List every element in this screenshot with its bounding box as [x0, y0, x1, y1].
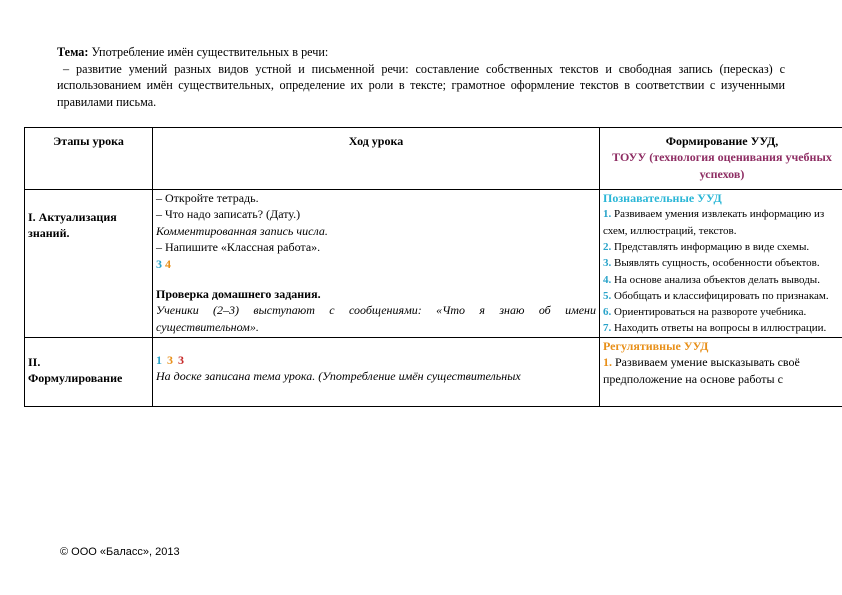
number-badge: 3: [156, 256, 162, 271]
topic-block: [57, 44, 785, 110]
list-item: Развиваем умение высказывать своё предположение на основе работы с: [603, 355, 800, 387]
course-cell-1: [153, 190, 600, 338]
course-line: – Напишите «Классная работа».: [156, 240, 321, 255]
number-badge: 3: [167, 352, 174, 367]
stage-label: I. Актуализация знаний.: [28, 210, 117, 241]
uud-section-title: Познавательные УУД: [603, 191, 722, 205]
header-course-label: Ход урока: [348, 134, 404, 148]
topic-title: Употребление имён существительных в речи:: [91, 45, 329, 59]
stage-label: II.: [28, 354, 41, 369]
stage-cell-2: [25, 337, 153, 406]
stage-label: Формулирование: [28, 371, 123, 386]
list-item: 6. Ориентироваться на развороте учебника.: [603, 306, 807, 319]
stage-cell-1: [25, 190, 153, 338]
uud-list: [603, 354, 841, 388]
list-item: 2. Представлять информацию в виде схемы.: [603, 241, 810, 253]
number-badge: 4: [165, 256, 171, 271]
list-item: 5. Обобщать и классифицировать по признакам.: [603, 289, 829, 302]
header-uud: [600, 128, 842, 190]
topic-label: Тема:: [57, 45, 89, 59]
copyright-footer: © ООО «Баласс», 2013: [60, 546, 180, 558]
header-course: [153, 128, 600, 190]
list-item: 1. Развиваем умения извлекать информацию из схем, иллюстраций, текстов.: [603, 208, 825, 237]
course-italic-line: Комментированная запись числа.: [156, 223, 328, 238]
course-cell-2: [153, 337, 600, 406]
list-number: 1.: [603, 355, 612, 370]
course-numbers: [156, 352, 596, 368]
number-badge: 1: [156, 352, 163, 367]
uud-list: [603, 206, 841, 336]
header-uud-title: Формирование УУД,: [665, 134, 779, 148]
course-line: – Откройте тетрадь.: [156, 191, 259, 205]
course-numbers: [156, 256, 596, 272]
uud-cell-2: [600, 337, 842, 406]
list-item: 3. Выявлять сущность, особенности объектов.: [603, 257, 820, 270]
header-stages-label: Этапы урока: [53, 134, 124, 148]
uud-section-title: Регулятивные УУД: [603, 338, 709, 353]
topic-heading: [57, 44, 785, 61]
table-row: [25, 190, 842, 338]
uud-cell-1: [600, 190, 842, 338]
lesson-table: [24, 127, 842, 407]
homework-text: Ученики (2–3) выступают с сообщениями: «Что я знаю об имени существительном».: [156, 303, 596, 334]
list-item: 7. Находить ответы на вопросы в иллюстрации.: [603, 322, 827, 335]
course-italic-line: На доске записана тема урока. (Употребление имён существительных: [156, 369, 521, 384]
homework-title: Проверка домашнего задания.: [156, 287, 321, 302]
table-header-row: [25, 128, 842, 190]
list-item: 4. На основе анализа объектов делать выводы.: [603, 273, 820, 286]
topic-description: – развитие умений разных видов устной и письменной речи: составление собственных текстов и свободная запись (пересказ) с использованием имён существительных, определение их роли в тексте; грамотное оформление текстов в соответствии с изученными правилами письма.: [57, 61, 785, 109]
table-row: [25, 337, 842, 406]
header-stages: [25, 128, 153, 190]
number-badge: 3: [178, 352, 185, 367]
header-uud-subtitle: ТОУУ (технология оценивания учебных успехов): [612, 150, 832, 181]
course-line: – Что надо записать? (Дату.): [156, 207, 301, 222]
